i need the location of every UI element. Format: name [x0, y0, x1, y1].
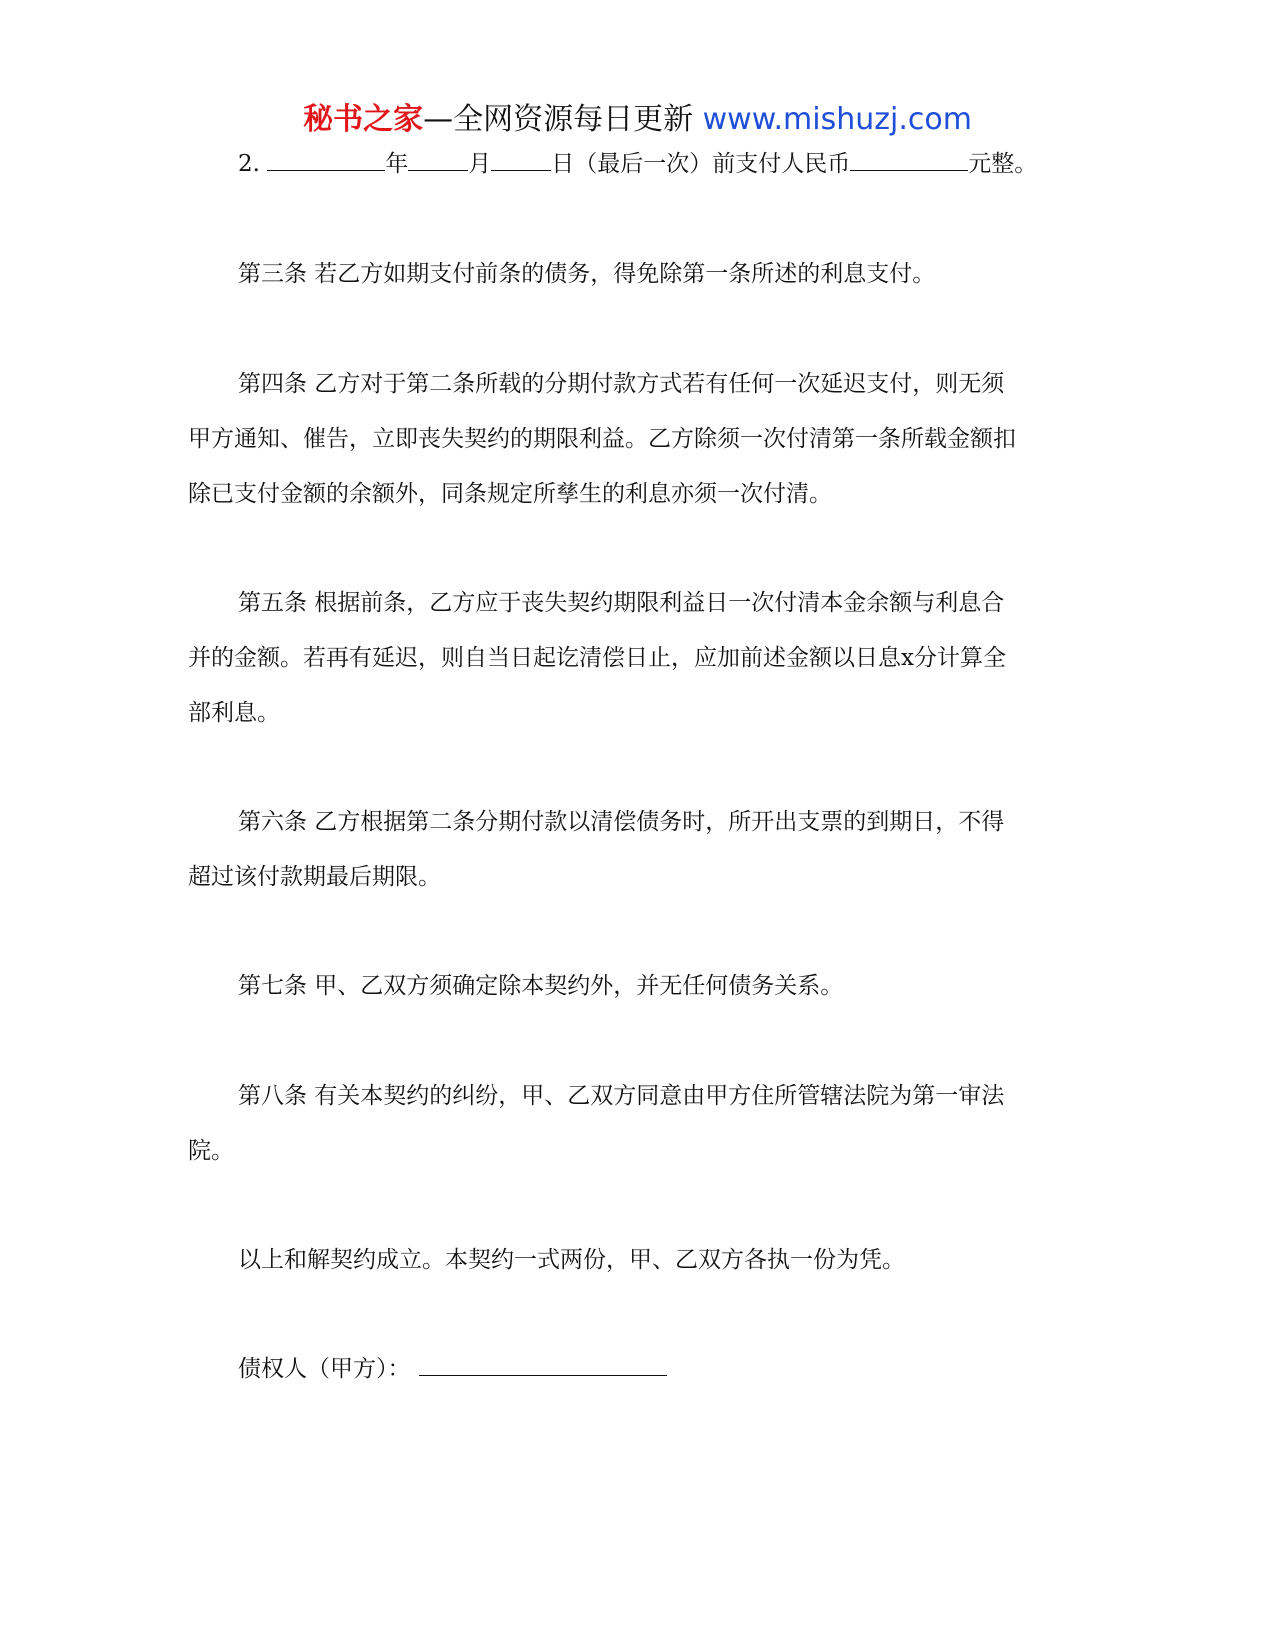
month-label: 月: [468, 151, 492, 177]
article-8-line-2: 院。: [188, 1138, 234, 1164]
amount-blank: [850, 148, 968, 171]
article-8-line-1: 第八条 有关本契约的纠纷，甲、乙双方同意由甲方住所管辖法院为第一审法: [238, 1083, 1005, 1109]
creditor-label: 债权人（甲方）：: [238, 1356, 411, 1382]
article-3-line-1: 第三条 若乙方如期支付前条的债务，得免除第一条所述的利息支付。: [238, 261, 936, 287]
article-5-line-1: 第五条 根据前条，乙方应于丧失契约期限利益日一次付清本金余额与利息合: [238, 590, 1005, 616]
closing-statement: 以上和解契约成立。本契约一式两份，甲、乙双方各执一份为凭。: [238, 1247, 905, 1273]
article-5-line-3: 部利息。: [188, 700, 280, 726]
creditor-signature-blank: [419, 1353, 667, 1376]
article-4-line-3: 除已支付金额的余额外，同条规定所孳生的利息亦须一次付清。: [188, 481, 832, 507]
article-6-line-2: 超过该付款期最后期限。: [188, 864, 441, 890]
site-watermark-header: [0, 100, 1275, 140]
article-4-line-2: 甲方通知、催告，立即丧失契约的期限利益。乙方除须一次付清第一条所载金额扣: [188, 426, 1016, 452]
item-number: 2.: [238, 151, 260, 177]
article-4-line-1: 第四条 乙方对于第二条所载的分期付款方式若有任何一次延迟支付，则无须: [238, 371, 1005, 397]
article-5-line-2: 并的金额。若再有延迟，则自当日起讫清偿日止，应加前述金额以日息x分计算全: [188, 645, 1006, 671]
day-blank: [491, 148, 551, 171]
year-blank: [267, 148, 385, 171]
payment-item-2: [238, 148, 1138, 180]
creditor-signature-line: [238, 1353, 1138, 1385]
year-label: 年: [385, 151, 409, 177]
amount-suffix: 元整。: [968, 151, 1038, 177]
article-7-line-1: 第七条 甲、乙双方须确定除本契约外，并无任何债务关系。: [238, 973, 844, 999]
site-slogan: —全网资源每日更新: [423, 102, 694, 137]
site-brand: 秘书之家: [303, 102, 424, 137]
article-6-line-1: 第六条 乙方根据第二条分期付款以清偿债务时，所开出支票的到期日，不得: [238, 809, 1005, 835]
day-text: 日（最后一次）前支付人民币: [551, 151, 851, 177]
month-blank: [408, 148, 468, 171]
site-url: www.mishuzj.com: [702, 102, 972, 137]
